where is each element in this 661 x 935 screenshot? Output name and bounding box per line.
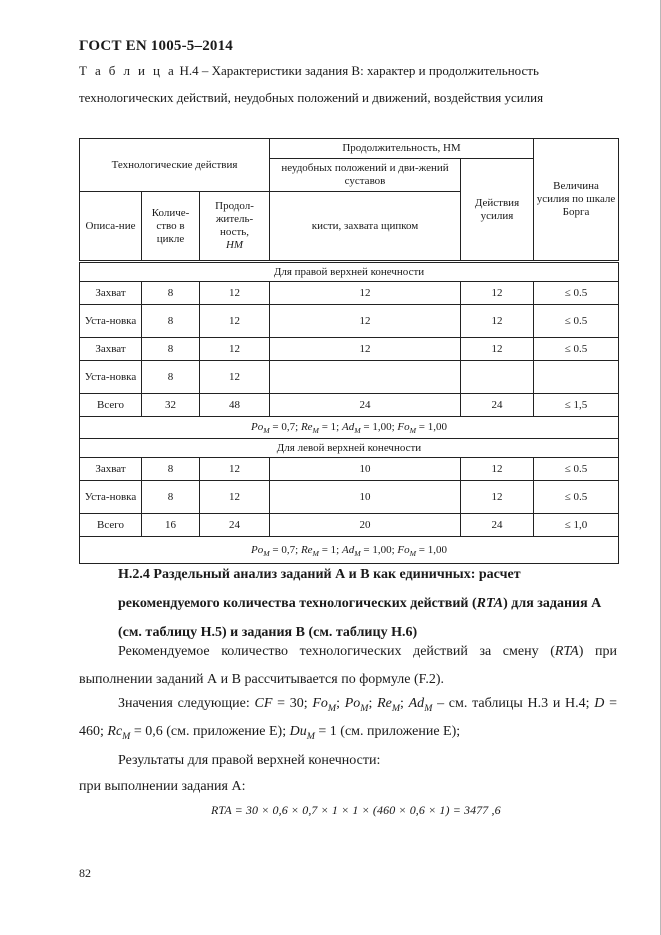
cell-count: 8 [142, 458, 200, 481]
cell-count: 16 [142, 514, 200, 537]
section-heading: Н.2.4 Раздельный анализ заданий А и В как единичных: расчет рекомендуемого количества технологических действий (RTA) для задания А (см. таблицу Н.5) и задания В (см. таблицу Н.6) [118, 567, 602, 640]
table-row-total [80, 394, 619, 417]
header-grip: кисти, захвата щипком [270, 192, 461, 262]
table-row [80, 361, 619, 394]
header-dur [200, 192, 270, 262]
cell-force: 12 [461, 481, 534, 514]
cell-force: 24 [461, 394, 534, 417]
cell-grip: 10 [270, 458, 461, 481]
cell-force: 12 [461, 458, 534, 481]
header-duration [270, 139, 534, 159]
header-actions: Технологические действия [80, 139, 270, 192]
cell-desc: Всего [80, 394, 142, 417]
table-caption [79, 57, 619, 111]
cell-count: 8 [142, 481, 200, 514]
left-factors-note: $Po_M = 0,7$; $Re_M = 1$; $Ad_M = 1,00$; $Fo_M = 1,00$ [80, 537, 619, 564]
cell-count: 8 [142, 305, 200, 338]
cell-borg: ≤ 0.5 [534, 481, 619, 514]
table-row [80, 282, 619, 305]
table-row [80, 458, 619, 481]
header-dur-unit: НМ [225, 239, 244, 251]
right-results-text: Результаты для правой верхней конечности: [118, 753, 381, 768]
header-borg: Величина усилия по шкале Борга [534, 139, 619, 262]
table-row [80, 338, 619, 361]
cell-force: 24 [461, 514, 534, 537]
cell-borg: ≤ 0.5 [534, 458, 619, 481]
cell-grip [270, 361, 461, 394]
caption-label: Т а б л и ц а [79, 63, 177, 78]
cell-force: 12 [461, 282, 534, 305]
section-left-limb: Для левой верхней конечности [80, 439, 619, 458]
cell-dur: 48 [200, 394, 270, 417]
cell-borg: ≤ 0.5 [534, 338, 619, 361]
header-count: Количе-ство в цикле [142, 192, 200, 262]
paragraph-task-a: при выполнении задания А: [79, 779, 246, 794]
cell-grip: 20 [270, 514, 461, 537]
page-number: 82 [79, 866, 91, 880]
cell-count: 8 [142, 361, 200, 394]
cell-grip: 12 [270, 305, 461, 338]
cell-desc: Уста-новка [80, 481, 142, 514]
cell-count: 8 [142, 338, 200, 361]
cell-count: 32 [142, 394, 200, 417]
cell-dur: 12 [200, 361, 270, 394]
cell-desc: Захват [80, 338, 142, 361]
cell-desc: Уста-новка [80, 361, 142, 394]
table-row [80, 481, 619, 514]
cell-dur: 12 [200, 458, 270, 481]
cell-desc: Захват [80, 458, 142, 481]
cell-dur: 12 [200, 481, 270, 514]
table-row [80, 305, 619, 338]
paragraph-right-results [79, 747, 617, 775]
cell-grip: 12 [270, 338, 461, 361]
cell-force: 12 [461, 338, 534, 361]
cell-grip: 10 [270, 481, 461, 514]
header-awkward: неудобных положений и дви-жений суставов [270, 159, 461, 192]
header-duration-text: Продолжительность, НМ [342, 142, 461, 154]
cell-desc: Всего [80, 514, 142, 537]
header-force-action: Действия усилия [461, 159, 534, 262]
table-row-total [80, 514, 619, 537]
cell-grip: 12 [270, 282, 461, 305]
cell-dur: 24 [200, 514, 270, 537]
right-factors-note: $Po_M = 0,7$; $Re_M = 1$; $Ad_M = 1,00$; $Fo_M = 1,00$ [80, 417, 619, 439]
header-description: Описа-ние [80, 192, 142, 262]
rta-formula: RTA = 30 × 0,6 × 0,7 × 1 × 1 × (460 × 0,6 × 1) = 3477 ,6 [211, 803, 501, 817]
cell-grip: 24 [270, 394, 461, 417]
paragraph-values: Значения следующие: CF = 30; $Fo_M$; $Po_M$; $Re_M$; $Ad_M$ – см. таблицы Н.3 и Н.4; D = 460; $Rc_M = 0,6$ (см. приложение Е); $Du_M = 1$ (см. приложение Е); [79, 696, 618, 742]
caption-text: Н.4 – Характеристики задания В: характер и продолжительность технологических действий, неудобных положений и движений, воздействия усилия [79, 63, 544, 105]
cell-borg: ≤ 0.5 [534, 282, 619, 305]
cell-desc: Захват [80, 282, 142, 305]
characteristics-table [79, 138, 619, 564]
paragraph-rta-intro: Рекомендуемое количество технологических действий за смену (RTA) при выполнении заданий А и В рассчитывается по формуле (F.2). [79, 644, 617, 687]
cell-borg: ≤ 0.5 [534, 305, 619, 338]
cell-force [461, 361, 534, 394]
section-right-limb: Для правой верхней конечности [80, 262, 619, 282]
cell-force: 12 [461, 305, 534, 338]
document-code: ГОСТ EN 1005-5–2014 [79, 38, 233, 54]
cell-dur: 12 [200, 338, 270, 361]
cell-count: 8 [142, 282, 200, 305]
cell-borg: ≤ 1,0 [534, 514, 619, 537]
header-dur-text: Продол-житель-ность, [215, 200, 254, 238]
cell-dur: 12 [200, 305, 270, 338]
cell-borg [534, 361, 619, 394]
cell-borg: ≤ 1,5 [534, 394, 619, 417]
cell-dur: 12 [200, 282, 270, 305]
cell-desc: Уста-новка [80, 305, 142, 338]
